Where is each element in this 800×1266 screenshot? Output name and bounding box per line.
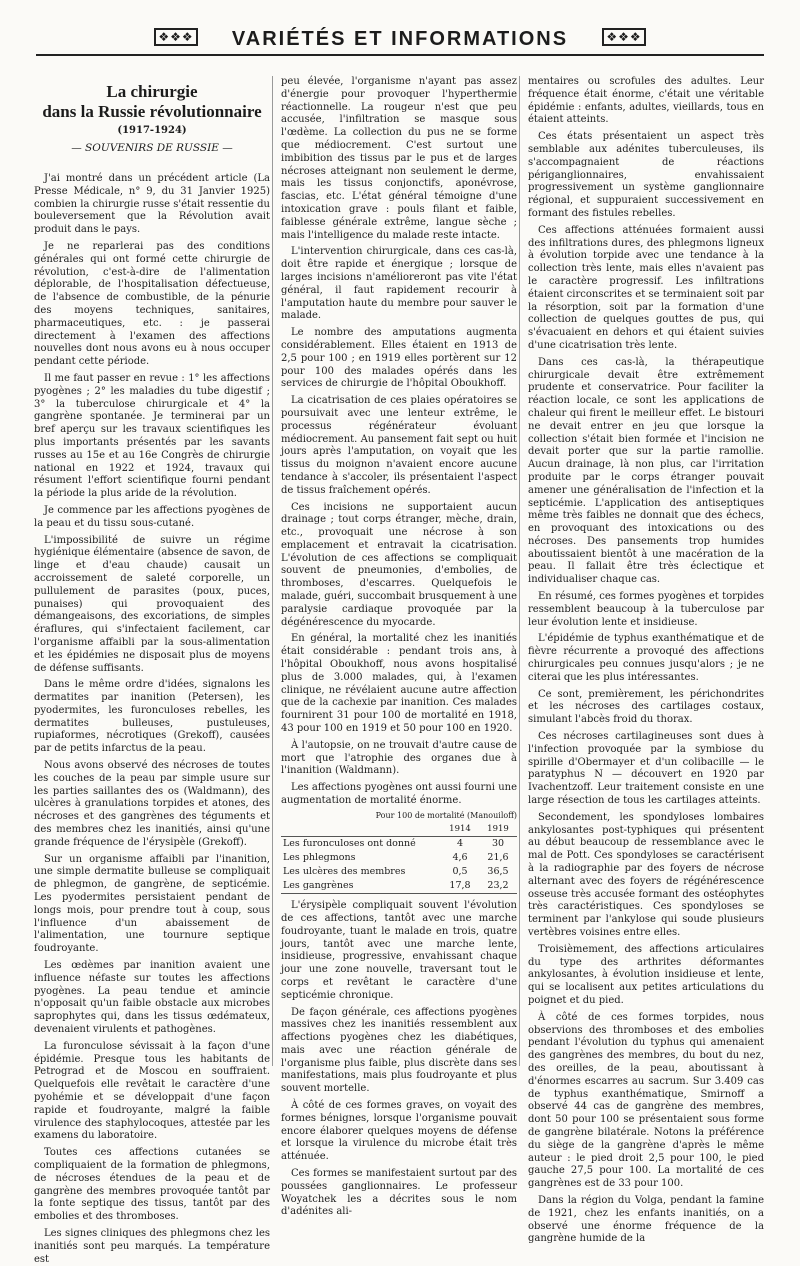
paragraph: Dans la région du Volga, pendant la famine de 1921, chez les enfants inanitiés, on a observé une énorme fréquence de la gangrène humide de la (528, 1194, 764, 1245)
table-cell-label: Les gangrènes (281, 879, 441, 894)
paragraph: En général, la mortalité chez les inanitiés était considérable : pendant trois ans, à l'hôpital Oboukhoff, nous avons hospitalisé plus de 3.000 malades, qui, à l'examen clinique, ne révélaient aucune autre affection que de la cachexie par inanition. Ces malades fournirent 31 pour 100 de mortalité en 1918, 43 pour 100 en 1919 et 50 pour 100 en 1920. (281, 633, 517, 735)
paragraph: Les œdèmes par inanition avaient une influence néfaste sur toutes les affections pyogènes. La peau tendue et amincie n'opposait qu'un faible obstacle aux microbes saprophytes qui, dans les tissus œdémateux, devenaient virulents et pathogènes. (34, 960, 270, 1036)
article-title-line-1: La chirurgie (106, 82, 198, 101)
table-cell-value: 17,8 (441, 879, 479, 894)
article-title (34, 82, 270, 123)
paragraph: Ces incisions ne supportaient aucun drainage ; tout corps étranger, mèche, drain, etc., provoquait une nécrose à son emplacement et entravait la cicatrisation. L'évolution de ces affections se compliquait souvent de pneumonies, d'embolies, de thromboses, d'escarres. Quelquefois le malade, guéri, succombait brusquement à une paralysie cardiaque provoquée par la dégénérescence du myocarde. (281, 501, 517, 628)
paragraph: peu élevée, l'organisme n'ayant pas assez d'énergie pour provoquer l'hyperthermie réactionnelle. La rougeur n'est que peu accusée, l'infiltration se masque sous l'œdème. La collection du pus ne se forme que médiocrement. C'est surtout une imbibition des tissus par le pus et de larges nécroses atteignant non seulement le derme, mais les tissus conjonctifs, aponévrose, fascias, etc. L'état général témoigne d'une intoxication grave : pouls filant et faible, faiblesse générale extrême, langue sèche ; mais l'intelligence du malade reste intacte. (281, 76, 517, 241)
paragraph: Ces affections atténuées formaient aussi des infiltrations dures, des phlegmons ligneux à évolution torpide avec une tendance à la collection très lente, mais elles n'avaient pas le caractère progressif. Les infiltrations étaient circonscrites et se terminaient soit par la résorption, soit par la formation d'une collection de quelques gouttes de pus, qui s'évacuaient en dehors et qui étaient suivies d'une cicatrisation très lente. (528, 224, 764, 351)
paragraph: Je commence par les affections pyogènes de la peau et du tissu sous-cutané. (34, 504, 270, 529)
paragraph: Le nombre des amputations augmenta considérablement. Elles étaient en 1913 de 2,5 pour 100 ; en 1919 elles portèrent sur 12 pour 100 des malades opérés dans les services de chirurgie de l'hôpital Oboukhoff. (281, 327, 517, 390)
column-2-body-top (281, 76, 517, 808)
ornament-right-icon: ❖❖❖ (602, 28, 646, 46)
paragraph: Ces formes se manifestaient surtout par des poussées ganglionnaires. Le professeur Woyatchek les a décrites sous le nom d'adénites ali- (281, 1168, 517, 1218)
table-cell-value: 23,2 (479, 879, 517, 894)
table-row (281, 865, 517, 879)
column-2 (272, 76, 517, 1218)
column-1-body (34, 173, 270, 1266)
column-2-body-bottom (281, 900, 517, 1219)
paragraph: À côté de ces formes graves, on voyait des formes bénignes, lorsque l'organisme pouvait encore élaborer quelques moyens de défense et lorsque la virulence du microbe était très atténuée. (281, 1100, 517, 1163)
table-cell-value: 36,5 (487, 865, 509, 877)
column-3 (519, 76, 764, 1245)
paragraph: Dans ces cas-là, la thérapeutique chirurgicale devait être extrêmement prudente et conservatrice. Pour faciliter la réaction locale, ce sont les applications de chaleur qui firent le meilleur effet. Le bistouri ne devait entrer en jeu que lorsque la collection s'était bien formée et l'incision ne devait porter que sur la partie ramollie. Aucun drainage, là non plus, car l'irritation produite par le corps étranger pouvait amener une généralisation de l'infection et la septicémie. L'application des antiseptiques même très faibles ne donnait que des échecs, en provoquant des intoxications ou des nécroses. Des pansements trop humides aboutissaient bientôt à une macération de la peau. Il fallait être très éclectique et individualiser chaque cas. (528, 356, 764, 586)
paragraph: Ce sont, premièrement, les périchondrites et les nécroses des cartilages costaux, simulant l'abcès froid du thorax. (528, 688, 764, 726)
paragraph: À l'autopsie, on ne trouvait d'autre cause de mort que l'atrophie des organes due à l'inanition (Waldmann). (281, 739, 517, 777)
table-cell-label: Les phlegmons (283, 851, 356, 863)
paragraph: Sur un organisme affaibli par l'inanition, une simple dermatite bulleuse se compliquait de phlegmon, de gangrène, de septicémie. Les pyodermites persistaient pendant de longs mois, pour prendre tout à coup, sous l'influence d'un abaissement de l'alimentation, une tournure septique foudroyante. (34, 853, 270, 955)
paragraph: En résumé, ces formes pyogènes et torpides ressemblent beaucoup à la tuberculose par leur évolution lente et insidieuse. (528, 591, 764, 628)
paragraph: Ces nécroses cartilagineuses sont dues à l'infection provoquée par la symbiose du spirille d'Obermayer et d'un colibacille — le paratyphus N — découvert en 1920 par Ivachentzoff. Leur traitement consiste en une large résection de tous les cartilages atteints. (528, 731, 764, 807)
table-cell-value: 4,6 (452, 851, 468, 863)
paragraph: Secondement, les spondyloses lombaires ankylosantes post-typhiques qui présentent au début beaucoup de ressemblance avec le mal de Pott. Ces spondyloses se caractérisent à la radiographie par des foyers de nécrose alternant avec des foyers de régénérescence osseuse très accusée formant des ostéophytes très caractéristiques. Ces spondyloses se terminent par l'ankylose qui soude plusieurs vertèbres voisines entre elles. (528, 811, 764, 938)
article-subtitle: — SOUVENIRS DE RUSSIE — (71, 141, 233, 154)
mortality-table-caption: Pour 100 de mortalité (Manouiloff) (375, 810, 517, 820)
paragraph: La cicatrisation de ces plaies opératoires se poursuivait avec une lenteur extrême, le processus régénérateur évoluant médiocrement. Au pansement fait sept ou huit jours après l'amputation, on voyait que les tissus du moignon n'avaient encore aucune tendance à s'accoler, ils présentaient l'aspect de tissus fraîchement opérés. (281, 395, 517, 496)
paragraph: Je ne reparlerai pas des conditions générales qui ont formé cette chirurgie de révolution, c'est-à-dire de l'alimentation déplorable, de l'hospitalisation défectueuse, de l'absence de combustible, de la pénurie des moyens techniques, sanitaires, pharmaceutiques, etc. : je passerai directement à l'examen des affections nouvelles dont nous avons eu à nous occuper pendant cette période. (34, 241, 270, 368)
article-columns (34, 76, 764, 1265)
article-title-line-2: dans la Russie révolutionnaire (42, 102, 262, 122)
paragraph: Troisièmement, des affections articulaires du type des arthrites déformantes ankylosantes, à évolution insidieuse et lente, qui se localisent aux petites articulations du poignet et du pied. (528, 943, 764, 1006)
table-cell-label: Les ulcères des membres (283, 865, 406, 877)
paragraph: L'érysipèle compliquait souvent l'évolution de ces affections, tantôt avec une marche foudroyante, tuant le malade en trois, quatre jours, tantôt avec une marche lente, insidieuse, progressive, envahissant chaque jour une zone nouvelle, traversant tout le corps et revêtant le caractère d'une septicémie chronique. (281, 900, 517, 1001)
paragraph: De façon générale, ces affections pyogènes massives chez les inanitiés ressemblent aux affections pyogènes chez les diabétiques, mais avec une réaction générale de l'organisme plus faible, plus discrète dans ses manifestations, mais plus foudroyante et plus souvent mortelle. (281, 1006, 517, 1095)
paragraph: mentaires ou scrofules des adultes. Leur fréquence était énorme, c'était une véritable épidémie : enfants, adultes, vieillards, tous en étaient atteints. (528, 76, 764, 126)
column-1 (34, 76, 270, 1265)
mortality-table-body (281, 836, 517, 894)
paragraph: Dans le même ordre d'idées, signalons les dermatites par inanition (Petersen), les pyodermites, les furonculoses rebelles, les dermatites bulleuses, pustuleuses, rupiaformes, nécrotiques (Grekoff), causées par de petits infarctus de la peau. (34, 679, 270, 755)
table-cell-value: 30 (491, 837, 505, 849)
ornament-left-icon: ❖❖❖ (154, 28, 198, 46)
paragraph: L'impossibilité de suivre un régime hygiénique élémentaire (absence de savon, de linge et d'eau chaude) causait un accroissement de saleté corporelle, un pullulement de parasites (poux, puces, punaises) qui provoquaient des démangeaisons, des excoriations, de simples éraflures, qui s'infectaient facilement, car l'organisme affaibli par la sous-alimentation et les épidémies ne disposait plus de moyens de défense suffisants. (34, 534, 270, 674)
paragraph: Les signes cliniques des phlegmons chez les inanitiés sont peu marqués. La température est (34, 1227, 270, 1265)
table-row (281, 851, 517, 865)
paragraph: Il me faut passer en revue : 1° les affections pyogènes ; 2° les maladies du tube digestif ; 3° la tuberculose chirurgicale et 4° la gangrène spontanée. Je terminerai par un bref aperçu sur les travaux scientifiques les plus importants présentés par les savants russes au 15e et au 16e Congrès de chirurgie national en 1922 et 1924, travaux qui résument l'effort scientifique fourni pendant la période la plus aride de la révolution. (34, 372, 270, 500)
section-title: VARIÉTÉS ET INFORMATIONS (231, 28, 569, 50)
paragraph: L'épidémie de typhus exanthématique et de fièvre récurrente a provoqué des affections chirurgicales peu connues jusqu'alors ; je ne citerai que les plus intéressantes. (528, 633, 764, 683)
paragraph: J'ai montré dans un précédent article (La Presse Médicale, n° 9, du 31 Janvier 1925) combien la chirurgie russe s'était ressentie du bouleversement que la Révolution avait produit dans le pays. (34, 173, 270, 236)
table-header-1919: 1919 (479, 823, 517, 836)
table-row (281, 879, 517, 894)
table-header-1914: 1914 (441, 823, 479, 836)
table-cell-value: 0,5 (452, 865, 468, 877)
paragraph: Ces états présentaient un aspect très semblable aux adénites tuberculeuses, ils s'accompagnaient de réactions périganglionnaires, envahissaient progressivement un système ganglionnaire régional, et suppuraient successivement en formant des fistules rebelles. (528, 131, 764, 219)
table-header-label (281, 823, 441, 836)
section-header (36, 20, 764, 56)
paragraph: La furonculose sévissait à la façon d'une épidémie. Presque tous les habitants de Petrograd et de Moscou en souffraient. Quelquefois elle revêtait le caractère d'une pyohémie et se développait d'une façon rapide et foudroyante, malgré la faible virulence des staphylocoques, attestée par les examens du laboratoire. (34, 1040, 270, 1142)
table-row (281, 836, 517, 851)
paragraph: À côté de ces formes torpides, nous observions des thromboses et des embolies pendant l'évolution du typhus qui amenaient des gangrènes des membres, du bout du nez, des oreilles, de la peau, aboutissant à d'énormes escarres au sacrum. Sur 3.409 cas de typhus exanthématique, Smirnoff a observé 44 cas de gangrène des membres, dont 50 pour 100 se présentaient sous forme de gangrène bilatérale. Notons la préférence du siège de la gangrène d'après le même auteur : le pied droit 2,5 pour 100, le pied gauche 27,5 pour 100. La mortalité de ces gangrènes est de 33 pour 100. (528, 1011, 764, 1190)
column-3-body (528, 76, 764, 1246)
paragraph: Toutes ces affections cutanées se compliquaient de la formation de phlegmons, de nécroses étendues de la peau et de gangrène des membres provoquée tantôt par la fonte septique des tissus, tantôt par des embolies et des thromboses. (34, 1147, 270, 1223)
mortality-table (281, 812, 517, 894)
article-dates: (1917-1924) (117, 124, 187, 136)
table-cell-label: Les furonculoses ont donné (283, 837, 416, 849)
paragraph: Les affections pyogènes ont aussi fourni une augmentation de mortalité énorme. (281, 782, 517, 807)
table-cell-value: 21,6 (487, 851, 509, 863)
paragraph: L'intervention chirurgicale, dans ces cas-là, doit être rapide et énergique ; lorsque de larges incisions n'amélioreront pas vite l'état général, il faut rapidement recourir à l'amputation haute du membre pour sauver le malade. (281, 246, 517, 322)
table-cell-value: 4 (456, 837, 464, 849)
paragraph: Nous avons observé des nécroses de toutes les couches de la peau par simple usure sur les parties saillantes des os (Waldmann), des ulcères à granulations torpides et atones, des nécroses et des gangrènes des téguments et des membres chez les inanitiés, ainsi qu'une grande fréquence de l'érysipèle (Grekoff). (34, 760, 270, 848)
